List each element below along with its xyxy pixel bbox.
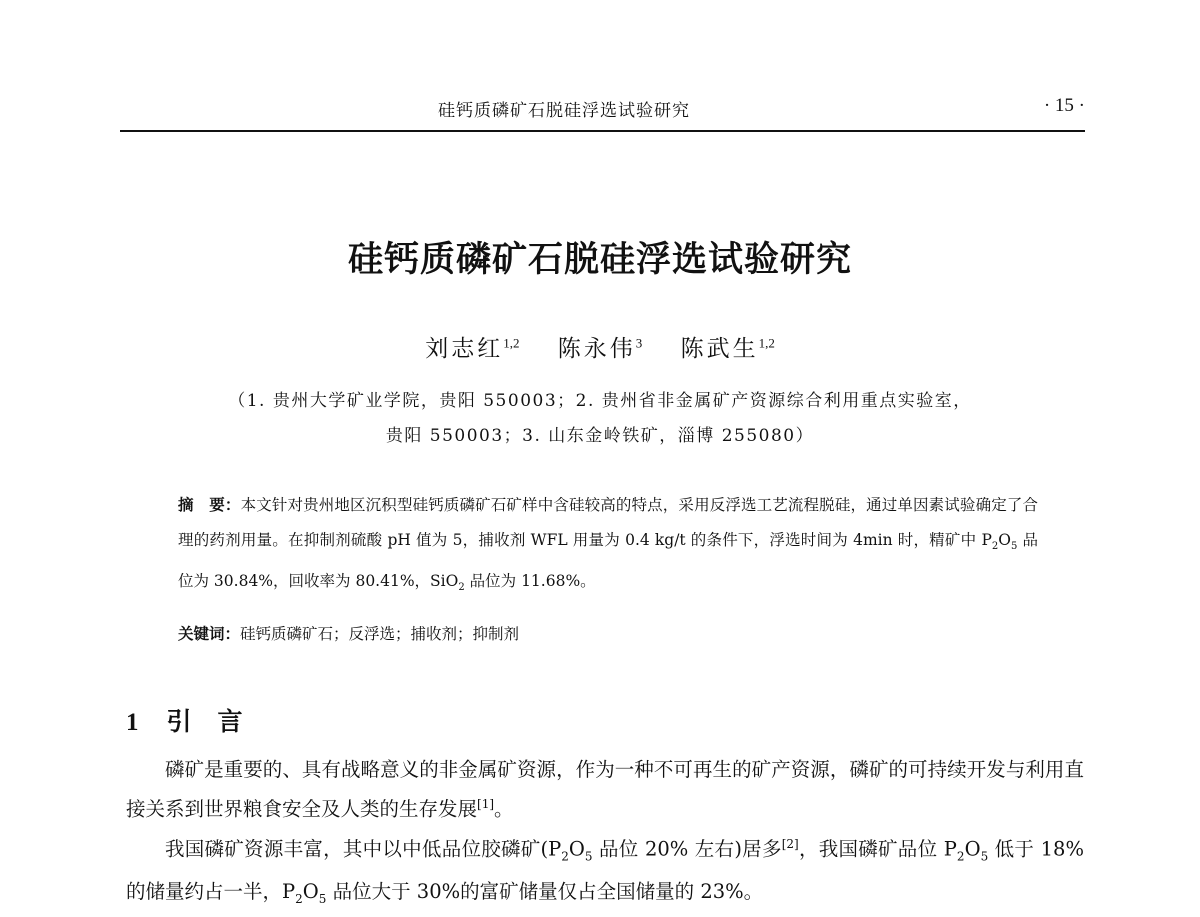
citation: [2] — [781, 836, 799, 851]
author-list — [0, 330, 1200, 363]
paragraph-text: O — [302, 879, 319, 903]
paragraph-text: ，我国磷矿品位 P — [798, 837, 957, 860]
author-name: 刘志红 — [425, 336, 504, 362]
paragraph-text: 磷矿是重要的、具有战略意义的非金属矿资源，作为一种不可再生的矿产资源，磷矿的可持续开发与利用直接关系到世界粮食安全及人类的生存发展 — [126, 758, 1084, 821]
subscript: 2 — [956, 848, 965, 863]
abstract-text: 品位为 30.84%，回收率为 80.41%，SiO — [178, 530, 1038, 591]
author — [425, 336, 519, 362]
section-number: 1 — [126, 709, 139, 736]
paragraph-text: O — [964, 837, 981, 860]
subscript: 5 — [318, 891, 327, 906]
paragraph-text: 我国磷矿资源丰富，其中以中低品位胶磷矿(P — [165, 837, 562, 860]
abstract — [178, 488, 1038, 606]
abstract-text: O — [998, 530, 1011, 549]
subscript: 5 — [980, 848, 989, 863]
citation: [1] — [477, 797, 495, 811]
paragraph-text: 品位 20% 左右)居多 — [592, 837, 782, 860]
subscript: 5 — [584, 848, 593, 863]
subscript: 2 — [295, 891, 303, 906]
affiliation-line-1: （1. 贵州大学矿业学院，贵阳 550003；2. 贵州省非金属矿产资源综合利用重点实验室， — [228, 391, 972, 411]
paragraph — [126, 752, 1084, 827]
subscript: 2 — [561, 848, 569, 863]
subscript: 2 — [458, 582, 465, 594]
keywords — [178, 622, 1038, 644]
paragraph-text: 低于 18%的储量约占一半，P — [126, 837, 1084, 903]
page-number: · 15 · — [1043, 95, 1085, 116]
abstract-text: 品位为 11.68%。 — [464, 572, 596, 591]
section-title: 引言 — [166, 707, 269, 736]
author — [558, 336, 643, 362]
subscript: 2 — [991, 540, 999, 552]
paper-title: 硅钙质磷矿石脱硅浮选试验研究 — [347, 239, 852, 280]
abstract-label: 摘 要： — [178, 495, 241, 514]
author-affiliation-mark: 1,2 — [503, 335, 520, 351]
author-affiliation-mark: 3 — [635, 335, 643, 351]
subscript: 5 — [1010, 540, 1018, 552]
section-heading — [126, 702, 269, 738]
body-text — [126, 752, 1084, 917]
author-affiliation-mark: 1,2 — [758, 335, 775, 351]
affiliation-line-2: 贵阳 550003；3. 山东金岭铁矿，淄博 255080） — [385, 426, 815, 446]
author — [681, 336, 775, 362]
abstract-text: 本文针对贵州地区沉积型硅钙质磷矿石矿样中含硅较高的特点，采用反浮选工艺流程脱硅，通过单因素试验确定了合理的药剂用量。在抑制剂硫酸 pH 值为 5，捕收剂 WFL 用量为 0.4 kg/t 的条件下，浮选时间为 4min 时，精矿中 P — [178, 496, 1038, 549]
paragraph-text: O — [568, 837, 585, 860]
paragraph-text: 。 — [494, 797, 514, 821]
keywords-text: 硅钙质磷矿石；反浮选；捕收剂；抑制剂 — [240, 625, 520, 643]
author-name: 陈永伟 — [557, 336, 636, 362]
paragraph-text: 品位大于 30%的富矿储量仅占全国储量的 23%。 — [326, 879, 764, 903]
author-name: 陈武生 — [680, 336, 759, 362]
running-title: 硅钙质磷矿石脱硅浮选试验研究 — [438, 101, 690, 121]
paragraph — [126, 827, 1084, 917]
keywords-label: 关键词： — [178, 624, 241, 643]
running-header — [120, 96, 1085, 132]
